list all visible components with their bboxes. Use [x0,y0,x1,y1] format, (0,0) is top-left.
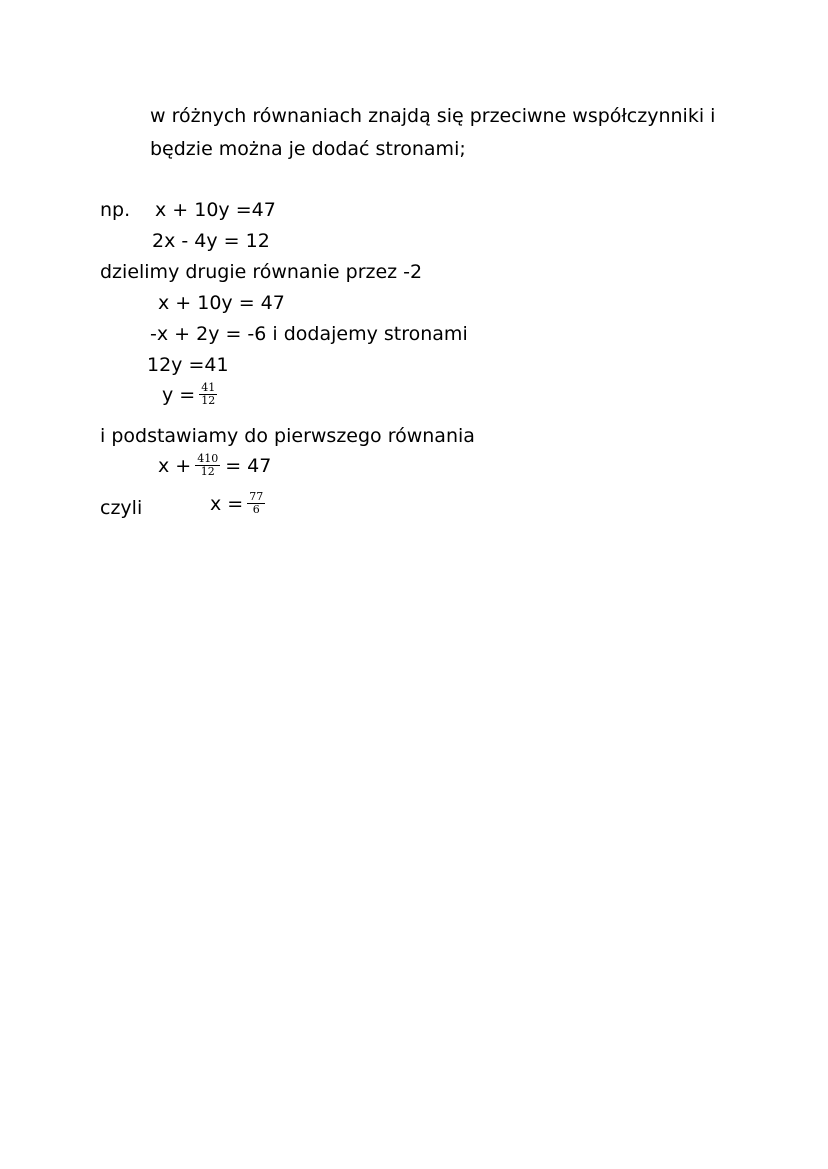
step-substitute-text: i podstawiamy do pierwszego równania [100,425,475,447]
x-fraction [247,491,265,516]
y-result-prefix: y = [162,383,196,406]
intro-line-1: w różnych równaniach znajdą się przeciwne współczynniki i [150,105,716,127]
substitution-fraction [195,453,220,478]
example-label: np. [100,199,131,221]
step-equation-1: x + 10y = 47 [158,292,285,314]
substitution-fraction-numerator: 410 [197,452,219,465]
step-equation-2: -x + 2y = -6 i dodajemy stronami [150,323,468,345]
y-fraction-denominator: 12 [201,394,216,407]
y-result-equation [162,382,217,407]
substitution-fraction-denominator: 12 [200,465,215,478]
result-label: czyli [100,497,143,519]
substitution-suffix: = 47 [225,454,272,477]
step-sum-equation: 12y =41 [147,354,229,376]
y-fraction [199,382,217,407]
substitution-prefix: x + [158,454,192,477]
step-divide-text: dzielimy drugie równanie przez -2 [100,261,423,283]
intro-line-2: będzie można je dodać stronami; [150,138,466,160]
substitution-equation [158,453,271,478]
x-fraction-numerator: 77 [249,490,264,503]
x-result-equation [210,491,265,516]
x-fraction-denominator: 6 [252,503,260,516]
x-result-prefix: x = [210,492,244,515]
example-equation-2: 2x - 4y = 12 [152,230,270,252]
y-fraction-numerator: 41 [201,381,216,394]
example-equation-1: x + 10y =47 [155,199,276,221]
